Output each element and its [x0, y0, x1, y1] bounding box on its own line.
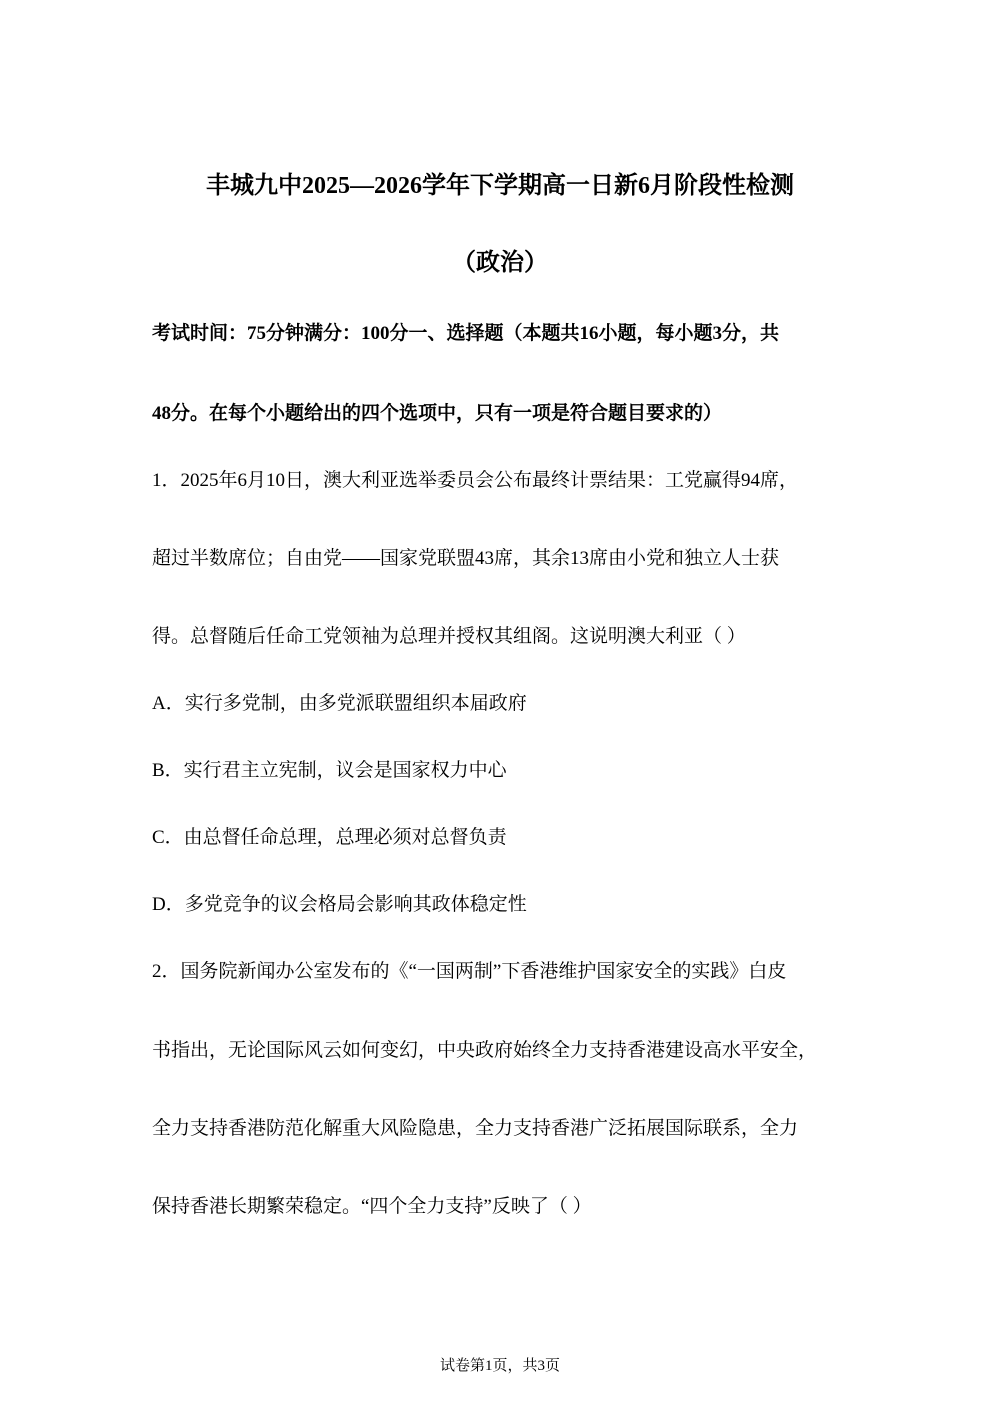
question-1-stem-line-1: 1．2025年6月10日，澳大利亚选举委员会公布最终计票结果：工党赢得94席，: [152, 470, 799, 491]
question-2-stem-line-4: 保持香港长期繁荣稳定。“四个全力支持”反映了（ ）: [152, 1196, 592, 1217]
question-1-option-a: A．实行多党制，由多党派联盟组织本届政府: [152, 693, 527, 714]
exam-subject: （政治）: [452, 250, 548, 276]
page-number-footer: 试卷第1页，共3页: [439, 1358, 560, 1374]
question-1-option-b: B．实行君主立宪制，议会是国家权力中心: [152, 760, 507, 781]
question-2-stem-line-3: 全力支持香港防范化解重大风险隐患，全力支持香港广泛拓展国际联系，全力: [152, 1118, 799, 1139]
exam-title: 丰城九中2025—2026学年下学期高一日新6月阶段性检测: [206, 173, 794, 199]
instructions-line-2: 48分。在每个小题给出的四个选项中，只有一项是符合题目要求的）: [152, 403, 723, 424]
question-2-stem-line-1: 2．国务院新闻办公室发布的《“一国两制”下香港维护国家安全的实践》白皮: [152, 961, 787, 982]
question-1-stem-line-2: 超过半数席位；自由党——国家党联盟43席，其余13席由小党和独立人士获: [152, 548, 780, 569]
question-1-option-c: C．由总督任命总理，总理必须对总督负责: [152, 827, 507, 848]
instructions-line-1: 考试时间：75分钟满分：100分一、选择题（本题共16小题，每小题3分，共: [152, 323, 780, 344]
question-1-stem-line-3: 得。总督随后任命工党领袖为总理并授权其组阁。这说明澳大利亚（ ）: [152, 626, 746, 647]
question-1-option-d: D．多党竞争的议会格局会影响其政体稳定性: [152, 894, 527, 915]
question-2-stem-line-2: 书指出，无论国际风云如何变幻，中央政府始终全力支持香港建设高水平安全，: [152, 1040, 818, 1061]
